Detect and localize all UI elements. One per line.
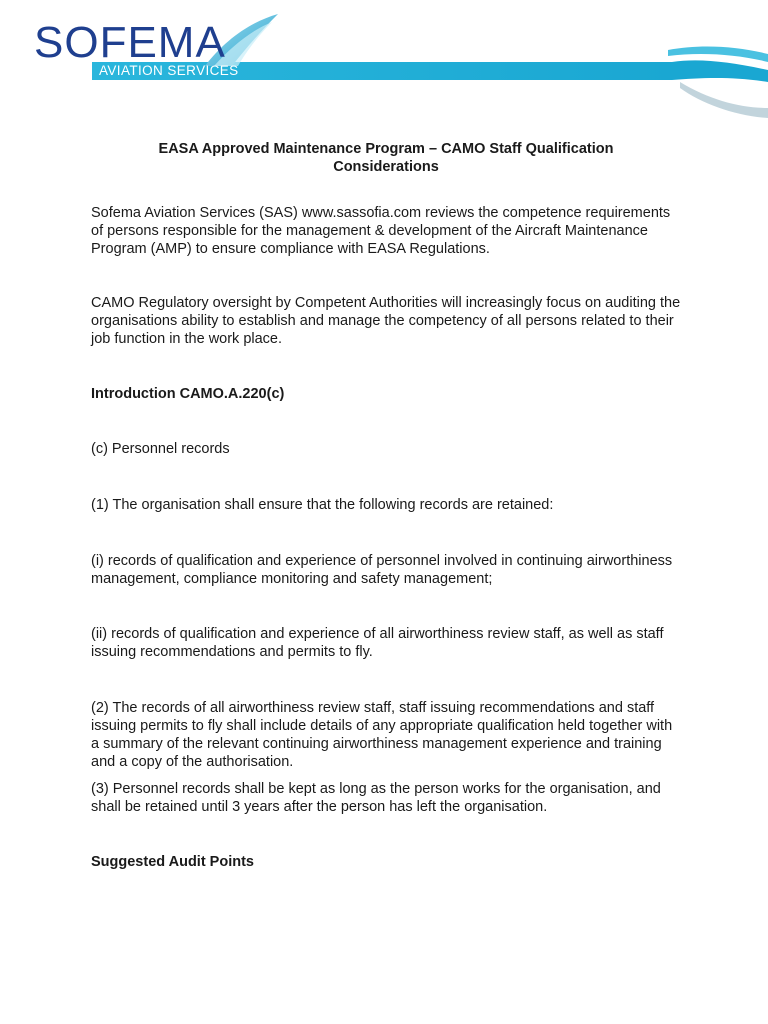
logo-wordmark: SOFEMA	[34, 18, 226, 67]
heading-introduction: Introduction CAMO.A.220(c)	[91, 386, 285, 402]
paragraph-personnel-records: (c) Personnel records	[91, 441, 230, 457]
paragraph-clause-ii: (ii) records of qualification and experience of all airworthiness review staff, as well as staff issuing recommendations and permits to fly.	[91, 626, 664, 660]
paragraph-oversight: CAMO Regulatory oversight by Competent Authorities will increasingly focus on auditing the organisations ability to establish and manage the competency of all persons related to their job function in the work place.	[91, 295, 681, 347]
document-title	[91, 140, 681, 176]
title-line-2: Considerations	[333, 159, 439, 175]
paragraph-clause-1: (1) The organisation shall ensure that the following records are retained:	[91, 497, 554, 513]
letterhead	[0, 0, 768, 120]
heading-audit-points: Suggested Audit Points	[91, 854, 254, 870]
title-line-1: EASA Approved Maintenance Program – CAMO Staff Qualification	[158, 141, 614, 157]
paragraph-clause-2: (2) The records of all airworthiness review staff, staff issuing recommendations and staff issuing permits to fly shall include details of any appropriate qualification held together with a summary of the relevant continuing airworthiness management experience and training and a copy of the authorisation.	[91, 700, 673, 770]
paragraph-intro: Sofema Aviation Services (SAS) www.sassofia.com reviews the competence requirements of persons responsible for the management & development of the Aircraft Maintenance Program (AMP) to ensure compliance with EASA Regulations.	[91, 205, 671, 257]
logo-subtitle: AVIATION SERVICES	[99, 63, 239, 78]
document-body	[91, 140, 681, 871]
paragraph-clause-3: (3) Personnel records shall be kept as long as the person works for the organisation, and shall be retained until 3 years after the person has left the organisation.	[91, 781, 661, 815]
paragraph-clause-i: (i) records of qualification and experience of personnel involved in continuing airworthiness management, compliance monitoring and safety management;	[91, 553, 673, 587]
